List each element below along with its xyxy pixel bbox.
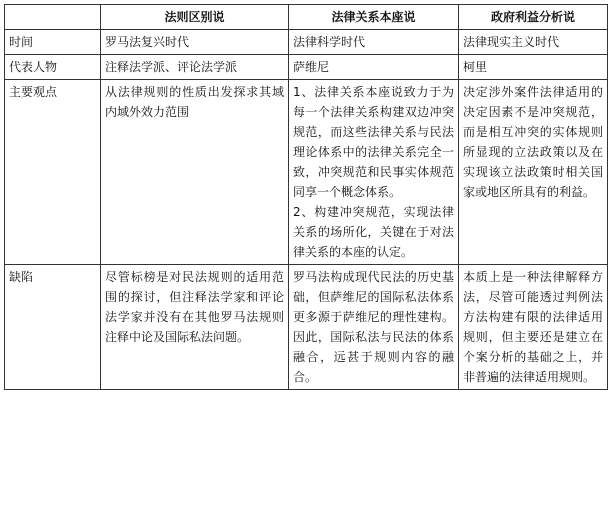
cell-rep-col1: 注释法学派、评论法学派 — [101, 55, 289, 80]
row-label-representatives: 代表人物 — [5, 55, 101, 80]
views-col2-point2: 2、构建冲突规范，实现法律关系的场所化，关键在于对法律关系的本座的认定。 — [293, 205, 454, 259]
table-row-representatives — [5, 55, 608, 80]
cell-time-col1: 罗马法复兴时代 — [101, 30, 289, 55]
header-fazequbie: 法则区别说 — [101, 5, 289, 30]
cell-views-col3 — [459, 80, 608, 265]
header-row — [5, 5, 608, 30]
views-col3-text: 决定涉外案件法律适用的决定因素不是冲突规范，而是相互冲突的实体规则所显现的立法政策以及在实现该立法政策时相关国家或地区所具有的利益。 — [463, 85, 603, 199]
header-liyi: 政府利益分析说 — [459, 5, 608, 30]
cell-rep-col2: 萨维尼 — [289, 55, 459, 80]
cell-rep-col3: 柯里 — [459, 55, 608, 80]
cell-defects-col1 — [101, 265, 289, 390]
table-row-main-views — [5, 80, 608, 265]
views-col1-text: 从法律规则的性质出发探求其域内域外效力范围 — [105, 85, 284, 119]
comparison-table — [4, 4, 608, 390]
row-label-time: 时间 — [5, 30, 101, 55]
header-benzuo: 法律关系本座说 — [289, 5, 459, 30]
views-col2-point1: 1、法律关系本座说致力于为每一个法律关系构建双边冲突规范，而这些法律关系与民法理论体系中的法律关系完全一致，冲突规范和民事实体规范同享一个概念体系。 — [293, 85, 454, 199]
cell-views-col2 — [289, 80, 459, 265]
defects-col1-text: 尽管标榜是对民法规则的适用范围的探讨，但注释法学家和评论法学家并没有在其他罗马法规则注释中论及国际私法问题。 — [105, 270, 284, 344]
cell-views-col1 — [101, 80, 289, 265]
cell-defects-col3 — [459, 265, 608, 390]
cell-defects-col2 — [289, 265, 459, 390]
row-label-defects: 缺陷 — [5, 265, 101, 390]
defects-col2-text: 罗马法构成现代民法的历史基础，但萨维尼的国际私法体系更多源于萨维尼的理性建构。因此，国际私法与民法的体系融合，远甚于规则内容的融合。 — [293, 270, 454, 384]
header-corner — [5, 5, 101, 30]
row-label-main-views: 主要观点 — [5, 80, 101, 265]
defects-col3-text: 本质上是一种法律解释方法，尽管可能透过判例法方法构建有限的法律适用规则，但主要还是建立在个案分析的基础之上，并非普遍的法律适用规则。 — [463, 270, 603, 384]
cell-time-col2: 法律科学时代 — [289, 30, 459, 55]
table-row-defects — [5, 265, 608, 390]
table-row-time — [5, 30, 608, 55]
cell-time-col3: 法律现实主义时代 — [459, 30, 608, 55]
